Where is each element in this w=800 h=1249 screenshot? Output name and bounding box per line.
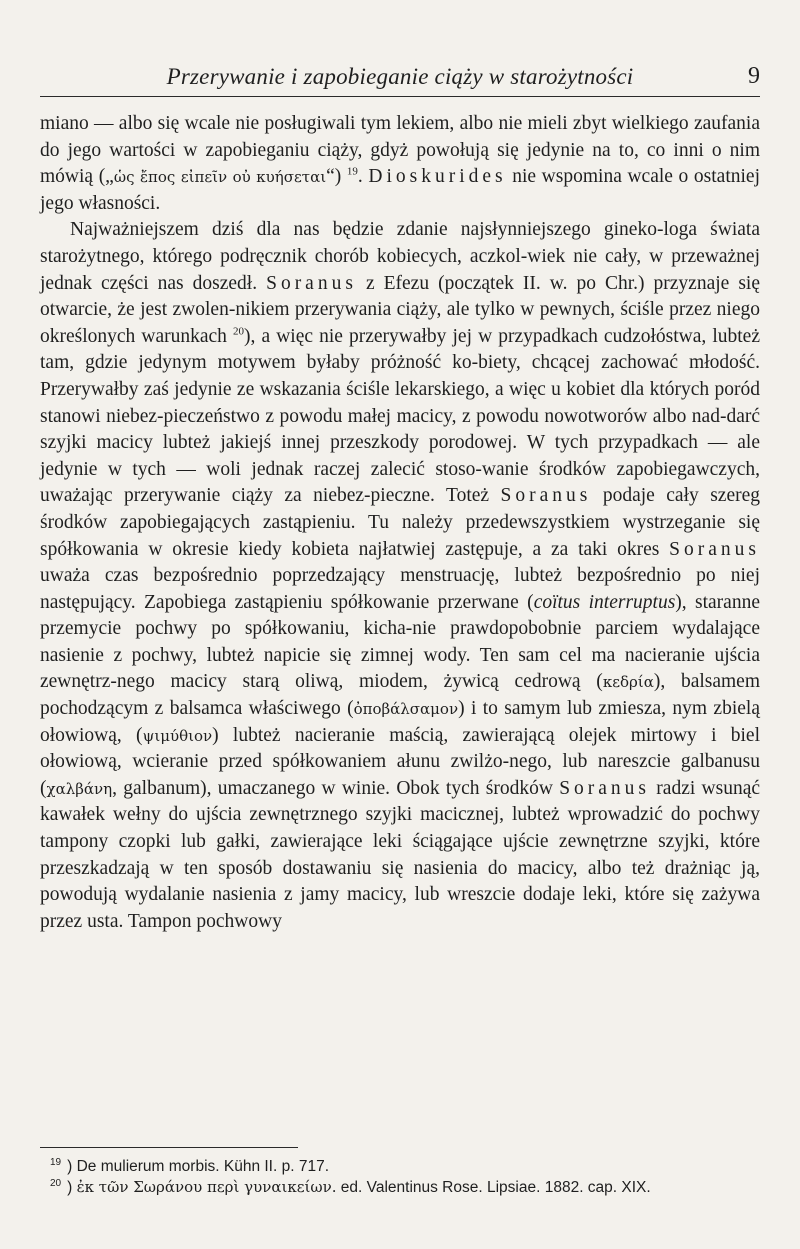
paragraph-1 bbox=[40, 111, 760, 217]
footnote-text: ed. Valentinus Rose. Lipsiae. 1882. cap. XIX. bbox=[336, 1179, 651, 1196]
text-run: . bbox=[357, 166, 369, 188]
text-run: ) lubteż nacieranie maścią, zawierającą olejek mirtowy i biel ołowiową, wcieranie przed spółkowaniem ałunu zwilżo-nego, lub nareszcie galbanusu ( bbox=[40, 724, 760, 799]
author-name-dioskurides: Dioskurides bbox=[368, 166, 507, 188]
text-run: z Efezu (początek II. w. po Chr.) przyznaje się otwarcie, że jest zwolen-nikiem przerywania ciąży, ale tylko w pewnych, ściśle przez niego określonych warunkach bbox=[40, 272, 760, 347]
greek-term: ψιμύθιον bbox=[142, 726, 213, 745]
text-run: ), staranne przemycie pochwy po spółkowaniu, kicha-nie prawdopobobnie parciem wydalające nasienie z pochwy, lubteż napicie się zimnej wody. Ten sam cel ma nacieranie ujścia zewnętrz-nego macicy starą oliwą, miodem, żywicą cedrową ( bbox=[40, 591, 760, 693]
greek-term: ὀποβάλσαμον bbox=[353, 700, 459, 719]
text-run: miano — albo się wcale nie posługiwali tym lekiem, albo nie mieli zbyt wielkiego zaufania do jego wartości w zapobieganiu ciąży, gdyż powołują się jedynie na to, co inni o nim mówią („ bbox=[40, 113, 760, 188]
text-run: nie wspomina wcale o ostatniej jego własności. bbox=[40, 166, 760, 214]
footnote-ref-19: 19 bbox=[346, 165, 358, 178]
footnote-mark: 19 bbox=[50, 1156, 62, 1168]
paragraph-2 bbox=[40, 217, 760, 935]
text-run: ), a więc nie przerywałby jej w przypadkach cudzołóstwa, lubteż tam, gdzie jedynym motywem byłaby próżność ko-biety, chcącej zachować młodość. Przerywałby zaś jedynie ze wskazania ściśle lekarskiego, a więc u kobiet dla których poród stanowi niebez-pieczeństwo z powodu małej macicy, z powodu nowotworów albo nad-darć szyjki macicy lubteż jakiejś innej przeszkody porodowej. W tych przypadkach — ale jedynie w tych — woli jednak raczej zalecić stoso-wanie środków zapobiegawczych, uważając przerywanie ciąży za niebez-pieczne. Toteż bbox=[40, 325, 760, 507]
author-name-soranus: Soranus bbox=[266, 272, 357, 294]
text-run: radzi wsunąć kawałek wełny do ujścia zewnętrznego szyjki macicznej, lubteż wprowadzić do pochwy tampony czopki lub gałki, zawierające leki ściągające ujście zewnętrzne szyjki, które przeszkadzają w ten sposób dostawaniu się nasienia do macicy, albo też drażniąc ją, powodują wydalanie nasienia z jamy macicy, lub wreszcie dodaje leki, które się zażywa przez usta. Tampon pochwowy bbox=[40, 777, 761, 932]
text-run: , galbanum), umaczanego w winie. Obok tych środków bbox=[112, 777, 560, 799]
italic-term: coïtus interruptus bbox=[533, 591, 676, 613]
running-title: Przerywanie i zapobieganie ciąży w starożytności bbox=[166, 64, 634, 89]
footnote-ref-20: 20 bbox=[233, 325, 245, 338]
footnotes bbox=[50, 1156, 760, 1198]
author-name-soranus: Soranus bbox=[559, 777, 651, 799]
text-run: Najważniejszem dziś dla nas będzie zdanie najsłynniejszego gineko-loga świata starożytnego, którego podręcznik chorób kobiecych, aczkol-wiek nie cały, w przeważnej jednak części nas doszedł. bbox=[40, 219, 760, 294]
text-run: “) bbox=[326, 166, 347, 188]
footnote-text: De mulierum morbis. Kühn II. p. 717. bbox=[76, 1158, 330, 1175]
footnote-greek-title: ἐκ τῶν Σωράνου περὶ γυναικείων. bbox=[76, 1178, 337, 1196]
greek-quote: ὡς ἔπος εἰπεῖν οὐ κυήσεται bbox=[113, 168, 327, 187]
author-name-soranus: Soranus bbox=[500, 485, 592, 507]
page-header bbox=[40, 62, 760, 97]
footnote-divider bbox=[40, 1147, 298, 1148]
greek-term: χαλβάνη bbox=[46, 779, 113, 798]
greek-term: κεδρία bbox=[602, 673, 654, 692]
text-run: podaje cały szereg środków zapobiegających zastąpieniu. Tu należy przedewszystkiem wystrzeganie się spółkowania w okresie kiedy kobieta najłatwiej zastępuje, a za taki okres bbox=[40, 485, 760, 560]
page-number: 9 bbox=[748, 63, 760, 89]
author-name-soranus: Soranus bbox=[669, 538, 760, 560]
footnote-20: $^{20}$ ) ἐκ τῶν Σωράνου περὶ γυναικείων. ed. Valentinus Rose. Lipsiae. 1882. cap. XIX. bbox=[50, 1177, 651, 1196]
text-run: ), balsamem pochodzącym z balsamca właściwego ( bbox=[40, 671, 760, 720]
footnote-mark: 20 bbox=[50, 1177, 62, 1189]
text-run: ) i to samym lub zmiesza, nym zbielą ołowiową, ( bbox=[40, 698, 760, 746]
text-run: uważa czas bezpośrednio poprzedzający menstruację, lubteż bezpośrednio po niej następujący. Zapobiega zastąpieniu spółkowanie przerwane ( bbox=[40, 565, 760, 613]
footnote-19: $^{19}$ ) De mulierum morbis. Kühn II. p. 717. bbox=[50, 1156, 330, 1175]
body-text bbox=[40, 111, 760, 935]
